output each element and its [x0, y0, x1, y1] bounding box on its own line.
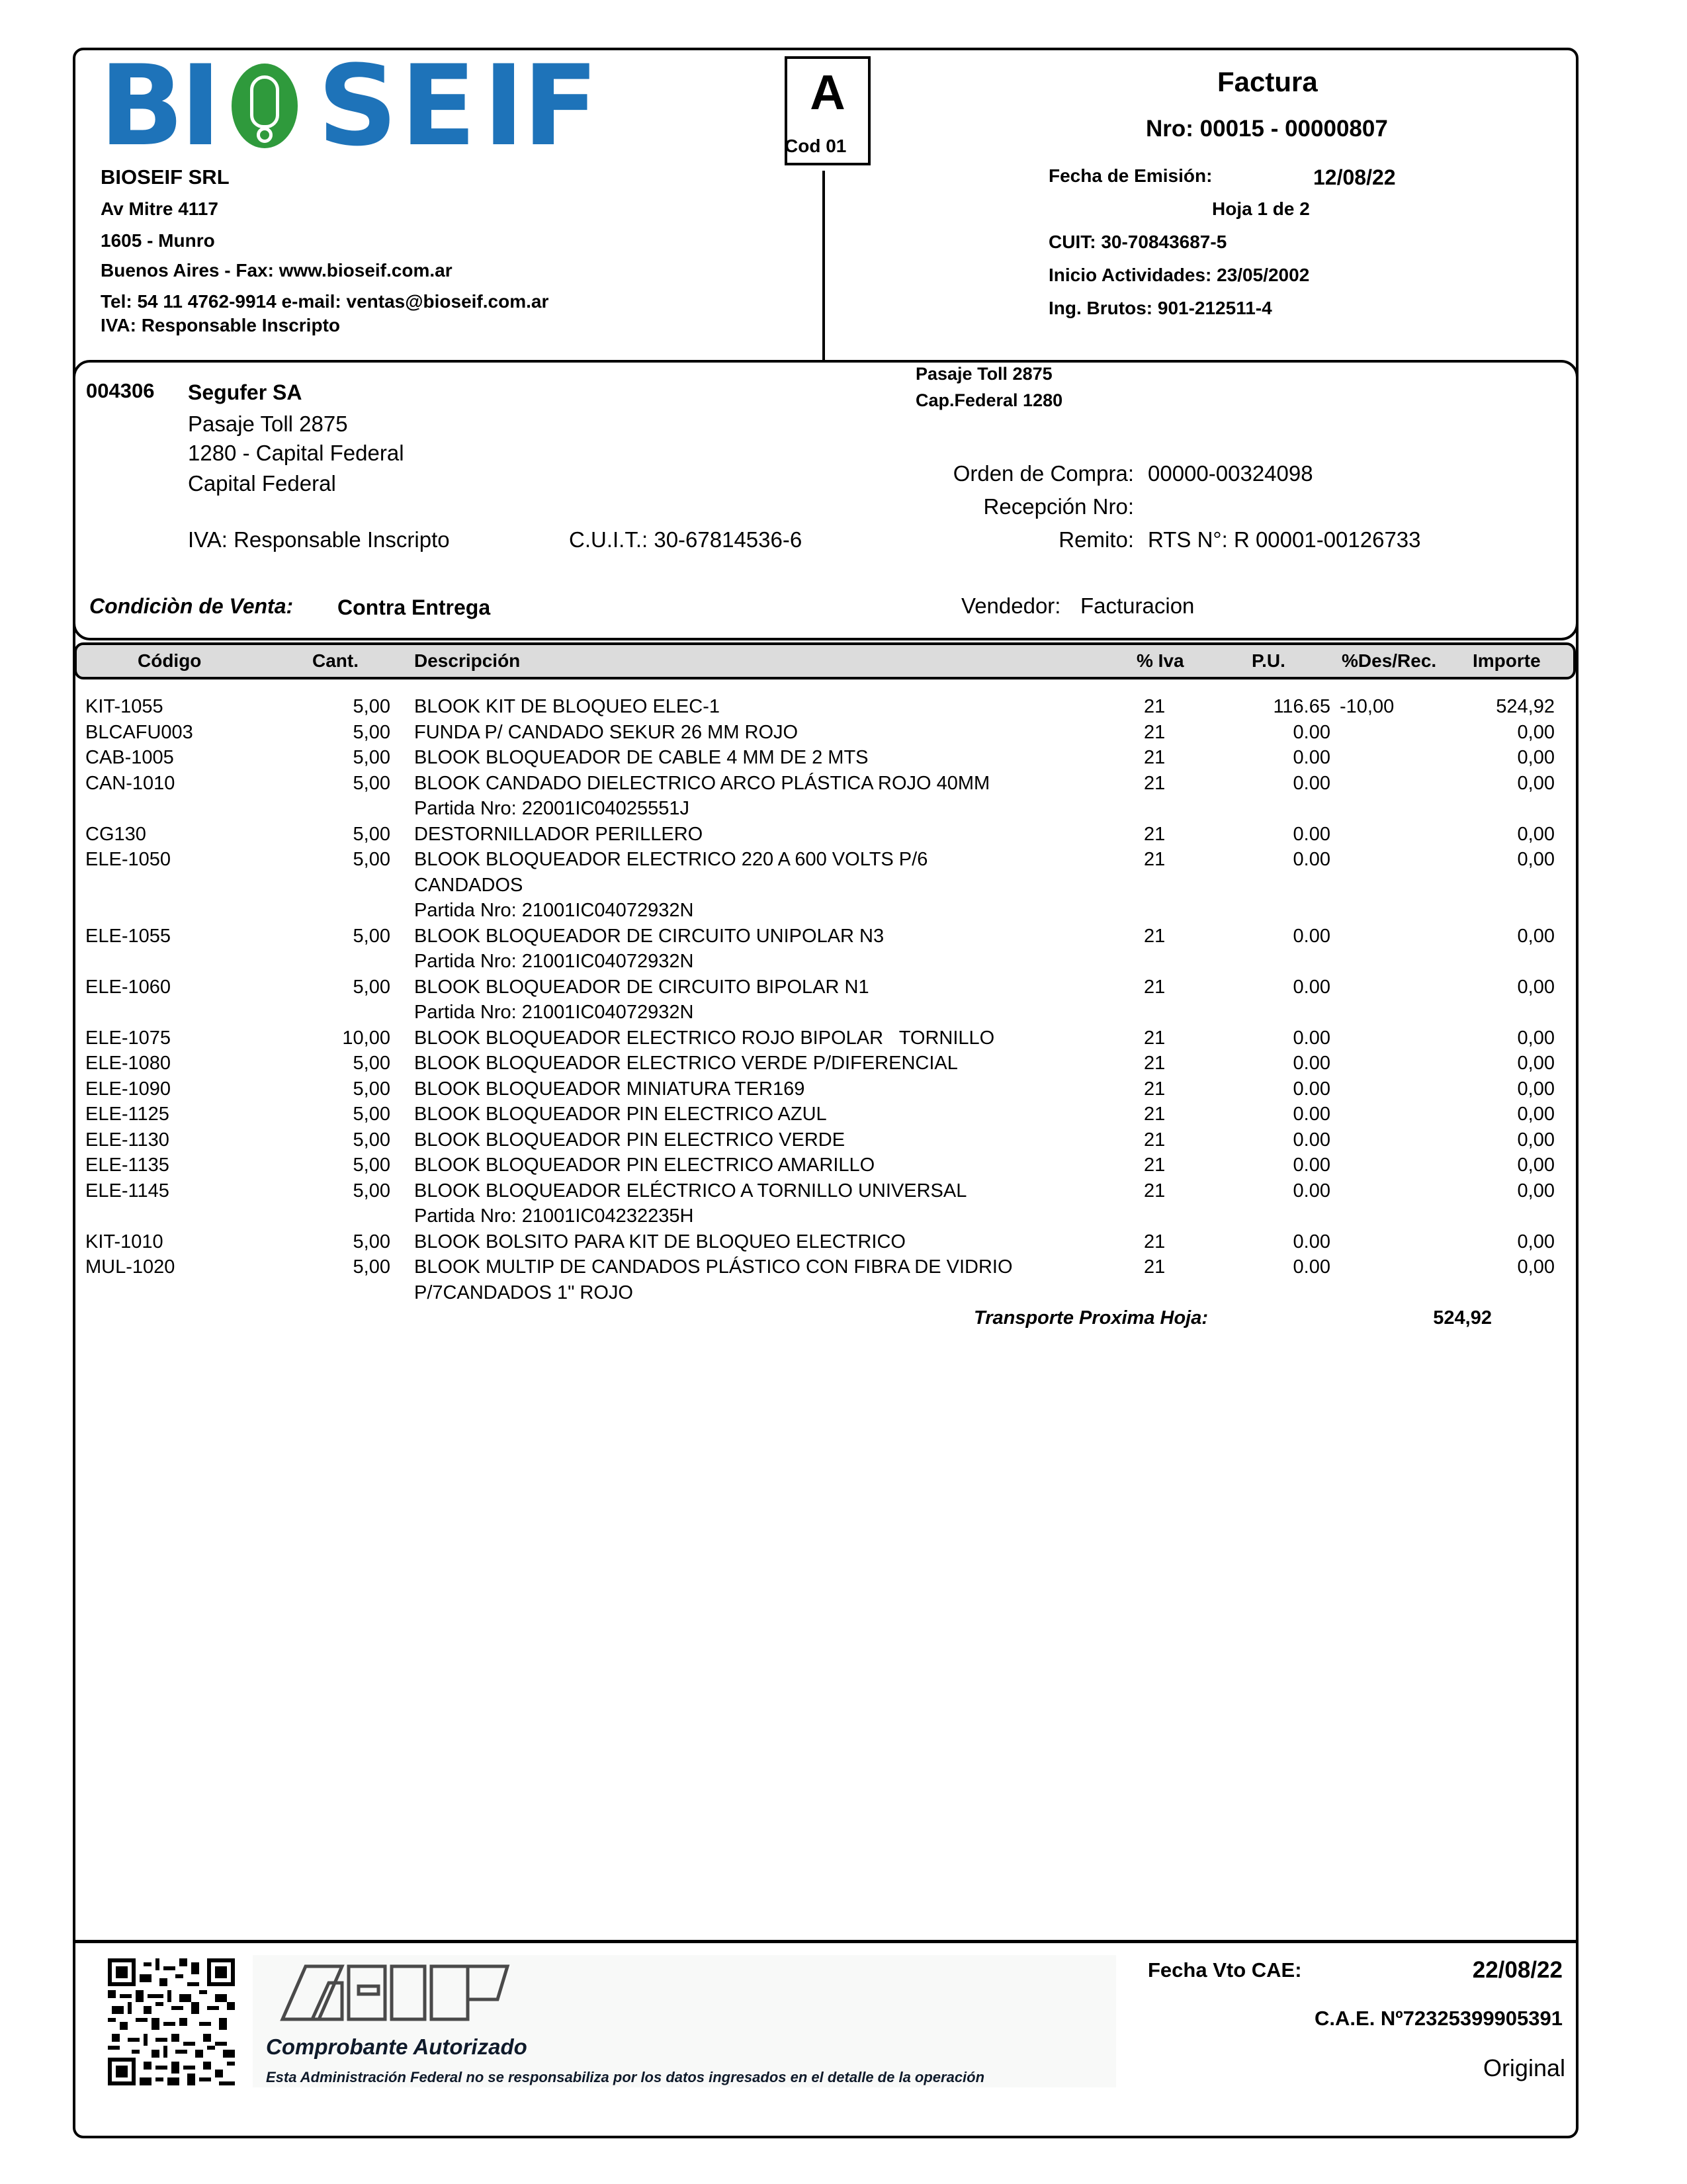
row-pu: 0.00 [1293, 747, 1330, 768]
start-activities: Inicio Actividades: 23/05/2002 [1049, 265, 1310, 285]
purchase-order-label: Orden de Compra: [953, 461, 1134, 486]
table-row [0, 720, 1687, 745]
logo-letter-e: E [400, 41, 476, 171]
cae-due-label: Fecha Vto CAE: [1148, 1958, 1302, 1982]
page-indicator: Hoja 1 de 2 [1212, 198, 1310, 219]
row-code: ELE-1125 [85, 1104, 169, 1125]
row-desc-continuation: CANDADOS [414, 874, 523, 896]
row-code: KIT-1055 [85, 696, 163, 717]
invoice-title: Factura [1217, 66, 1318, 97]
row-qty: 5,00 [353, 849, 390, 870]
row-desc: DESTORNILLADOR PERILLERO [414, 823, 703, 845]
table-row-batch [0, 898, 1687, 923]
logo-letter-i2: I [483, 41, 525, 171]
row-iva: 21 [1144, 1078, 1166, 1100]
row-code: ELE-1080 [85, 1053, 171, 1074]
client-cuit: C.U.I.T.: 30-67814536-6 [569, 527, 802, 552]
col-header-desc: Descripción [414, 650, 521, 671]
gross-income: Ing. Brutos: 901-212511-4 [1049, 298, 1272, 318]
row-qty: 5,00 [353, 925, 390, 947]
row-iva: 21 [1144, 1256, 1166, 1278]
issuer-address: Av Mitre 4117 [101, 198, 218, 219]
row-qty: 5,00 [353, 1078, 390, 1100]
client-province: Capital Federal [188, 471, 336, 496]
table-row-batch [0, 949, 1687, 974]
table-row [0, 745, 1687, 770]
row-qty: 5,00 [353, 1155, 390, 1176]
row-amount: 0,00 [1517, 721, 1555, 743]
table-row [0, 1127, 1687, 1153]
row-iva: 21 [1144, 747, 1166, 768]
issuer-contact: Tel: 54 11 4762-9914 e-mail: ventas@bioseif.com.ar [101, 291, 549, 312]
row-amount: 0,00 [1517, 772, 1555, 794]
row-qty: 5,00 [353, 1256, 390, 1278]
carry-forward-label: Transporte Proxima Hoja: [974, 1307, 1209, 1329]
row-desc: BLOOK BLOQUEADOR ELECTRICO VERDE P/DIFERENCIAL [414, 1053, 958, 1074]
document-type-letter: A [810, 65, 845, 120]
table-row [0, 1229, 1687, 1254]
logo-letter-i: I [180, 41, 222, 171]
col-header-iva: % Iva [1137, 650, 1184, 671]
row-amount: 0,00 [1517, 1231, 1555, 1252]
table-row [0, 694, 1687, 719]
reception-label: Recepción Nro: [983, 494, 1134, 519]
client-iva: IVA: Responsable Inscripto [188, 527, 450, 552]
row-batch-number: Partida Nro: 21001IC04072932N [414, 951, 694, 972]
row-code: CAB-1005 [85, 747, 174, 768]
row-desc: BLOOK BLOQUEADOR ELÉCTRICO A TORNILLO UNIVERSAL [414, 1180, 967, 1201]
table-row [0, 1153, 1687, 1178]
table-row-batch [0, 1000, 1687, 1025]
table-row [0, 771, 1687, 796]
afip-logo-icon [279, 1963, 517, 2026]
row-desc: BLOOK BLOQUEADOR ELECTRICO 220 A 600 VOLTS P/6 [414, 849, 928, 870]
row-code: MUL-1020 [85, 1256, 175, 1278]
row-iva: 21 [1144, 1104, 1166, 1125]
row-pu: 0.00 [1293, 1231, 1330, 1252]
issuer-name: BIOSEIF SRL [101, 165, 230, 189]
seller-label: Vendedor: [961, 593, 1061, 618]
col-header-amount: Importe [1473, 650, 1541, 671]
issuer-city: 1605 - Munro [101, 230, 215, 251]
row-amount: 0,00 [1517, 1256, 1555, 1278]
logo-letter-s: S [318, 41, 398, 171]
row-pu: 0.00 [1293, 772, 1330, 794]
afip-authorization-panel [253, 1955, 1116, 2087]
row-desc: BLOOK BLOQUEADOR ELECTRICO ROJO BIPOLAR TORNILLO [414, 1027, 995, 1049]
delivery-address: Pasaje Toll 2875 [916, 364, 1053, 384]
col-header-code: Código [138, 650, 202, 671]
client-name: Segufer SA [188, 380, 302, 404]
row-amount: 0,00 [1517, 1180, 1555, 1201]
row-pu: 0.00 [1293, 823, 1330, 845]
table-row [0, 1026, 1687, 1051]
delivery-city: Cap.Federal 1280 [916, 390, 1063, 410]
table-row-continuation [0, 873, 1687, 898]
row-discount: -10,00 [1340, 696, 1395, 717]
row-batch-number: Partida Nro: 21001IC04072932N [414, 1002, 694, 1023]
row-qty: 5,00 [353, 1104, 390, 1125]
row-iva: 21 [1144, 976, 1166, 998]
row-code: ELE-1050 [85, 849, 171, 870]
sale-condition-label: Condiciòn de Venta: [89, 594, 294, 618]
col-header-discount: %Des/Rec. [1342, 650, 1437, 671]
row-qty: 5,00 [353, 976, 390, 998]
row-code: KIT-1010 [85, 1231, 163, 1252]
row-pu: 0.00 [1293, 1256, 1330, 1278]
row-pu: 0.00 [1293, 1053, 1330, 1074]
row-qty: 5,00 [353, 1180, 390, 1201]
row-pu: 0.00 [1293, 1104, 1330, 1125]
row-amount: 0,00 [1517, 823, 1555, 845]
afip-disclaimer: Esta Administración Federal no se responsabiliza por los datos ingresados en el detalle de la operación [266, 2069, 985, 2085]
row-iva: 21 [1144, 772, 1166, 794]
copy-label: Original [1483, 2054, 1565, 2081]
row-code: BLCAFU003 [85, 721, 193, 743]
row-qty: 5,00 [353, 772, 390, 794]
remito-label: Remito: [1059, 527, 1134, 552]
header-divider [822, 171, 825, 360]
col-header-pu: P.U. [1252, 650, 1285, 671]
row-code: ELE-1090 [85, 1078, 171, 1100]
table-row [0, 1076, 1687, 1102]
row-desc: BLOOK BLOQUEADOR PIN ELECTRICO VERDE [414, 1129, 845, 1151]
row-iva: 21 [1144, 925, 1166, 947]
row-iva: 21 [1144, 696, 1166, 717]
row-pu: 0.00 [1293, 1180, 1330, 1201]
table-row [0, 1102, 1687, 1127]
row-qty: 5,00 [353, 823, 390, 845]
row-iva: 21 [1144, 721, 1166, 743]
row-amount: 0,00 [1517, 1053, 1555, 1074]
carry-forward-value: 524,92 [1433, 1307, 1492, 1329]
remito-value: RTS N°: R 00001-00126733 [1148, 527, 1421, 552]
issue-date: 12/08/22 [1313, 165, 1396, 189]
row-iva: 21 [1144, 849, 1166, 870]
row-code: ELE-1145 [85, 1180, 169, 1201]
row-qty: 10,00 [342, 1027, 390, 1049]
row-desc: BLOOK BLOQUEADOR PIN ELECTRICO AZUL [414, 1104, 827, 1125]
issuer-cuit: CUIT: 30-70843687-5 [1049, 232, 1227, 252]
table-row [0, 847, 1687, 872]
purchase-order-value: 00000-00324098 [1148, 461, 1313, 486]
footer-divider [73, 1940, 1579, 1943]
col-header-qty: Cant. [312, 650, 359, 671]
seller-value: Facturacion [1080, 593, 1195, 618]
row-qty: 5,00 [353, 696, 390, 717]
row-iva: 21 [1144, 1027, 1166, 1049]
row-desc: BLOOK BLOQUEADOR PIN ELECTRICO AMARILLO [414, 1155, 875, 1176]
table-row [0, 1178, 1687, 1203]
issuer-province-fax: Buenos Aires - Fax: www.bioseif.com.ar [101, 260, 453, 281]
table-row [0, 924, 1687, 949]
qr-code-icon [108, 1958, 235, 2085]
gas-mask-emblem-icon [232, 64, 298, 148]
row-iva: 21 [1144, 1180, 1166, 1201]
row-qty: 5,00 [353, 1129, 390, 1151]
row-desc: BLOOK BLOQUEADOR MINIATURA TER169 [414, 1078, 805, 1100]
row-desc: BLOOK CANDADO DIELECTRICO ARCO PLÁSTICA ROJO 40MM [414, 772, 990, 794]
row-pu: 0.00 [1293, 1129, 1330, 1151]
row-amount: 0,00 [1517, 849, 1555, 870]
row-amount: 0,00 [1517, 1027, 1555, 1049]
row-amount: 0,00 [1517, 747, 1555, 768]
client-code: 004306 [86, 379, 155, 402]
client-address: Pasaje Toll 2875 [188, 412, 348, 436]
cae-due-date: 22/08/22 [1472, 1957, 1563, 1983]
table-row [0, 1051, 1687, 1076]
row-batch-number: Partida Nro: 21001IC04232235H [414, 1205, 694, 1227]
cae-number: C.A.E. Nº72325399905391 [1315, 2007, 1563, 2030]
row-qty: 5,00 [353, 1053, 390, 1074]
row-desc-continuation: P/7CANDADOS 1" ROJO [414, 1282, 633, 1303]
row-qty: 5,00 [353, 747, 390, 768]
row-iva: 21 [1144, 1053, 1166, 1074]
table-row [0, 822, 1687, 847]
table-row [0, 975, 1687, 1000]
row-amount: 0,00 [1517, 1129, 1555, 1151]
authorized-voucher-title: Comprobante Autorizado [266, 2034, 527, 2059]
table-row [0, 1254, 1687, 1280]
logo-letter-f: F [523, 41, 599, 171]
row-batch-number: Partida Nro: 22001IC04025551J [414, 798, 689, 819]
row-pu: 116.65 [1273, 696, 1330, 717]
row-iva: 21 [1144, 823, 1166, 845]
row-desc: BLOOK BLOQUEADOR DE CIRCUITO UNIPOLAR N3 [414, 925, 885, 947]
row-code: CAN-1010 [85, 772, 175, 794]
row-code: CG130 [85, 823, 146, 845]
row-amount: 524,92 [1496, 696, 1555, 717]
row-qty: 5,00 [353, 1231, 390, 1252]
client-city: 1280 - Capital Federal [188, 441, 404, 465]
table-row-continuation [0, 1280, 1687, 1305]
row-desc: BLOOK BLOQUEADOR DE CIRCUITO BIPOLAR N1 [414, 976, 869, 998]
row-pu: 0.00 [1293, 1027, 1330, 1049]
issuer-iva: IVA: Responsable Inscripto [101, 315, 340, 335]
row-iva: 21 [1144, 1155, 1166, 1176]
row-amount: 0,00 [1517, 1155, 1555, 1176]
row-code: ELE-1075 [85, 1027, 171, 1049]
row-amount: 0,00 [1517, 925, 1555, 947]
table-row-batch [0, 1203, 1687, 1229]
row-amount: 0,00 [1517, 976, 1555, 998]
bioseif-logo [99, 41, 599, 171]
row-desc: BLOOK KIT DE BLOQUEO ELEC-1 [414, 696, 720, 717]
row-pu: 0.00 [1293, 1155, 1330, 1176]
row-code: ELE-1055 [85, 925, 171, 947]
invoice-number: Nro: 00015 - 00000807 [1146, 116, 1388, 142]
row-iva: 21 [1144, 1129, 1166, 1151]
row-pu: 0.00 [1293, 849, 1330, 870]
row-desc: BLOOK MULTIP DE CANDADOS PLÁSTICO CON FIBRA DE VIDRIO [414, 1256, 1013, 1278]
document-type-box [785, 56, 871, 165]
sale-condition-value: Contra Entrega [337, 595, 491, 619]
items-table-header [74, 642, 1576, 679]
logo-letter-b: B [99, 41, 185, 171]
table-row-batch [0, 796, 1687, 821]
row-desc: BLOOK BLOQUEADOR DE CABLE 4 MM DE 2 MTS [414, 747, 869, 768]
row-amount: 0,00 [1517, 1078, 1555, 1100]
issue-date-label: Fecha de Emisión: [1049, 165, 1213, 186]
row-qty: 5,00 [353, 721, 390, 743]
row-pu: 0.00 [1293, 1078, 1330, 1100]
row-code: ELE-1060 [85, 976, 171, 998]
row-code: ELE-1130 [85, 1129, 169, 1151]
row-pu: 0.00 [1293, 721, 1330, 743]
row-pu: 0.00 [1293, 976, 1330, 998]
row-iva: 21 [1144, 1231, 1166, 1252]
row-amount: 0,00 [1517, 1104, 1555, 1125]
row-desc: BLOOK BOLSITO PARA KIT DE BLOQUEO ELECTRICO [414, 1231, 906, 1252]
row-desc: FUNDA P/ CANDADO SEKUR 26 MM ROJO [414, 721, 799, 743]
row-batch-number: Partida Nro: 21001IC04072932N [414, 900, 694, 921]
row-pu: 0.00 [1293, 925, 1330, 947]
document-type-code: Cod 01 [785, 136, 847, 156]
row-code: ELE-1135 [85, 1155, 169, 1176]
